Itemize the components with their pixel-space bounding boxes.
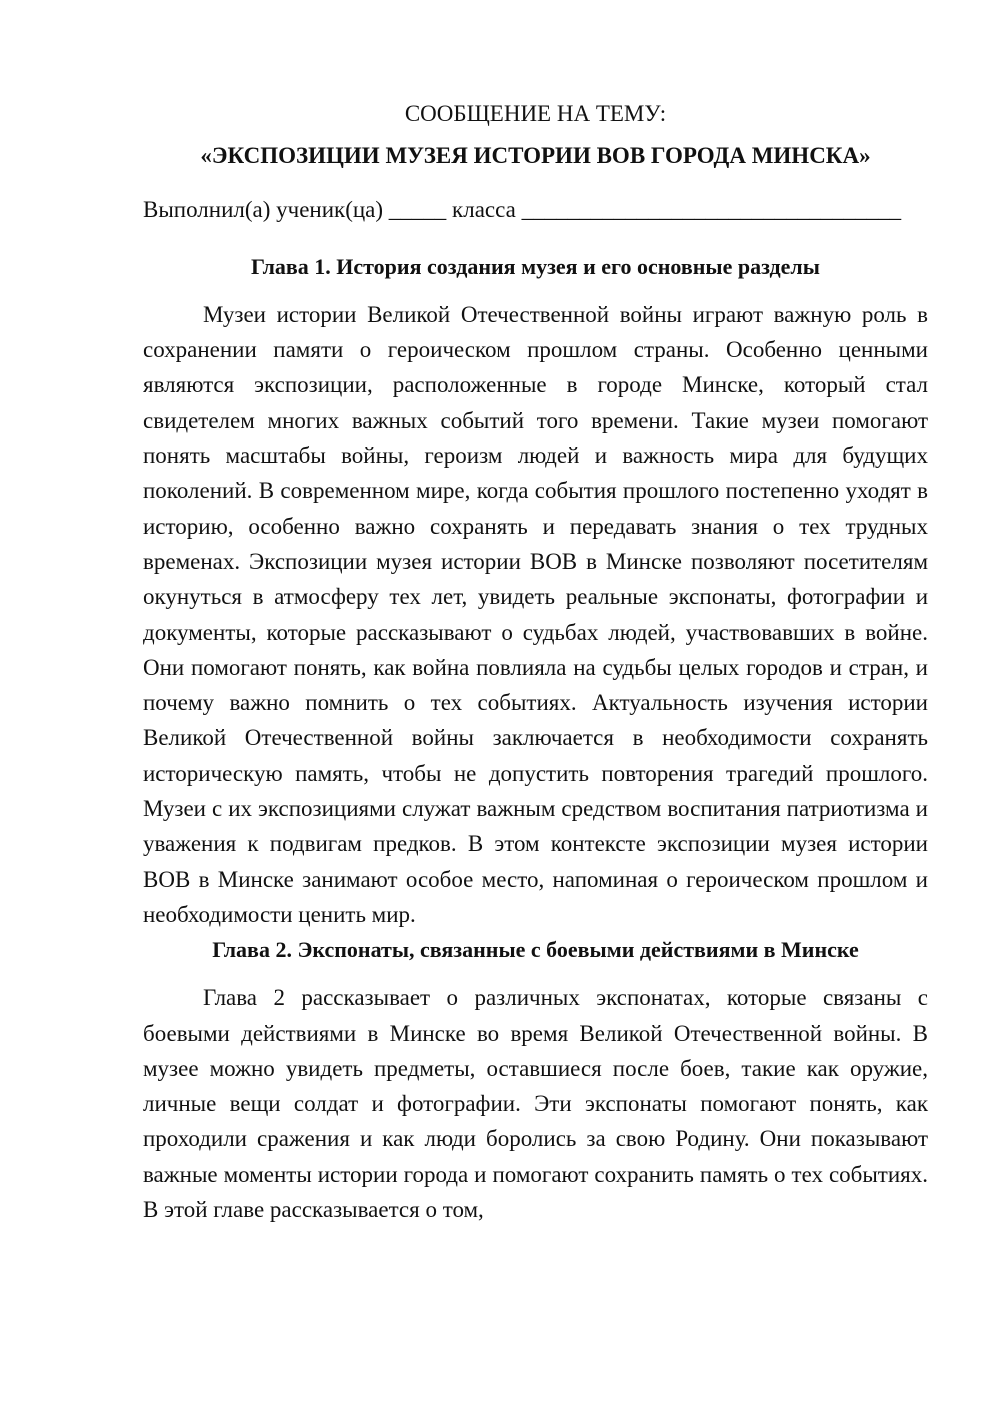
title-line-1: СООБЩЕНИЕ НА ТЕМУ:: [404, 101, 667, 126]
title-line-2: «ЭКСПОЗИЦИИ МУЗЕЯ ИСТОРИИ ВОВ ГОРОДА МИНСКА»: [200, 143, 871, 169]
author-line: Выполнил(а) ученик(ца) _____ класса _________________________________: [143, 196, 902, 222]
chapter-1-text: Музеи истории Великой Отечественной войны играют важную роль в сохранении памяти о героическом прошлом страны. Особенно ценными являются экспозиции, расположенные в городе Минске, который стал свидетелем многих важных событий того времени. Такие музеи помогают понять масштабы войны, героизм людей и важность мира для будущих поколений. В современном мире, когда события прошлого постепенно уходят в историю, особенно важно сохранять и передавать знания о тех трудных временах. Экспозиции музея истории ВОВ в Минске позволяют посетителям окунуться в атмосферу тех лет, увидеть реальные экспонаты, фотографии и документы, которые рассказывают о судьбах людей, участвовавших в войне. Они помогают понять, как война повлияла на судьбы целых городов и стран, и почему важно помнить о тех событиях. Актуальность изучения истории Великой Отечественной войны заключается в необходимости сохранять историческую память, чтобы не допустить повторения трагедий прошлого. Музеи с их экспозициями служат важным средством воспитания патриотизма и уважения к подвигам предков. В этом контексте экспозиции музея истории ВОВ в Минске занимают особое место, напоминая о героическом прошлом и необходимости ценить мир.: [143, 301, 928, 927]
content-column: [143, 96, 928, 1227]
chapter-2-text: Глава 2 рассказывает о различных экспонатах, которые связаны с боевыми действиями в Минске во время Великой Отечественной войны. В музее можно увидеть предметы, оставшиеся после боев, такие как оружие, личные вещи солдат и фотографии. Эти экспонаты помогают понять, как проходили сражения и как люди боролись за свою Родину. Они показывают важные моменты истории города и помогают сохранить память о тех событиях. В этой главе рассказывается о том,: [143, 985, 928, 1223]
chapter-1-heading: Глава 1. История создания музея и его основные разделы: [251, 253, 820, 279]
chapter-2-heading: Глава 2. Экспонаты, связанные с боевыми действиями в Минске: [212, 937, 859, 963]
